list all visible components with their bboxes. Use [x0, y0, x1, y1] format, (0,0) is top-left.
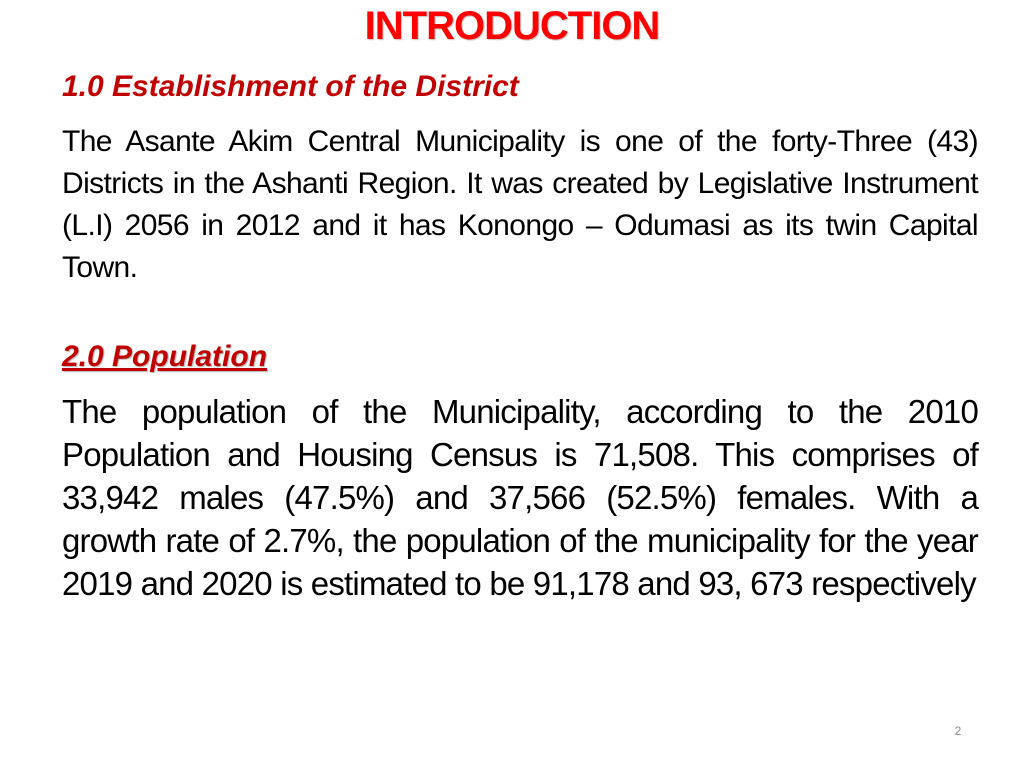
section-body-population: The population of the Municipality, according to the 2010 Population and Housing Census is 71,508. This comprises of 33,942 males (47.5%) and 37,566 (52.5%) females. With a growth rate of 2.7%, the population of the municipality for the year 2019 and 2020 is estimated to be 91,178 and 93, 673 respectively: [62, 393, 978, 602]
section-heading-population: 2.0 Population: [62, 340, 268, 373]
section-heading-establishment: 1.0 Establishment of the District: [62, 70, 519, 103]
page-number: 2: [954, 724, 962, 738]
slide-title: INTRODUCTION: [364, 4, 660, 48]
section-body-establishment: The Asante Akim Central Municipality is one of the forty-Three (43) Districts in the Ashanti Region. It was created by Legislative Instrument (L.I) 2056 in 2012 and it has Konongo – Odumasi as its twin Capital Town.: [62, 125, 978, 284]
